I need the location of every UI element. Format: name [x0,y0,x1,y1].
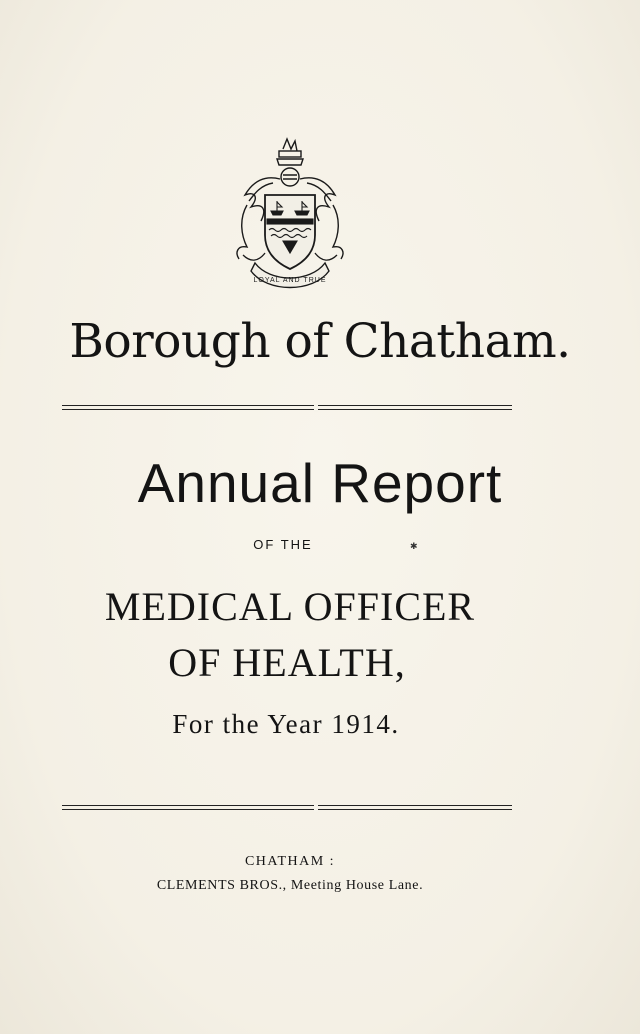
double-rule-top [62,405,512,411]
double-rule-bottom [62,805,512,811]
motto-ribbon-text: LOYAL AND TRUE [253,277,327,284]
borough-title: Borough of Chatham. [69,314,571,369]
imprint-place: CHATHAM : [244,854,336,869]
report-title: Annual Report [137,452,503,514]
report-year: For the Year 1914. [172,709,400,739]
ink-mark: ✱ [410,542,418,552]
officer-title-line2: OF HEALTH, [168,640,406,685]
coat-of-arms-icon [225,135,355,295]
officer-title-line1: MEDICAL OFFICER [104,584,476,629]
of-the-label: OF THE [253,537,313,552]
imprint-printer: CLEMENTS BROS., Meeting House Lane. [156,878,424,893]
